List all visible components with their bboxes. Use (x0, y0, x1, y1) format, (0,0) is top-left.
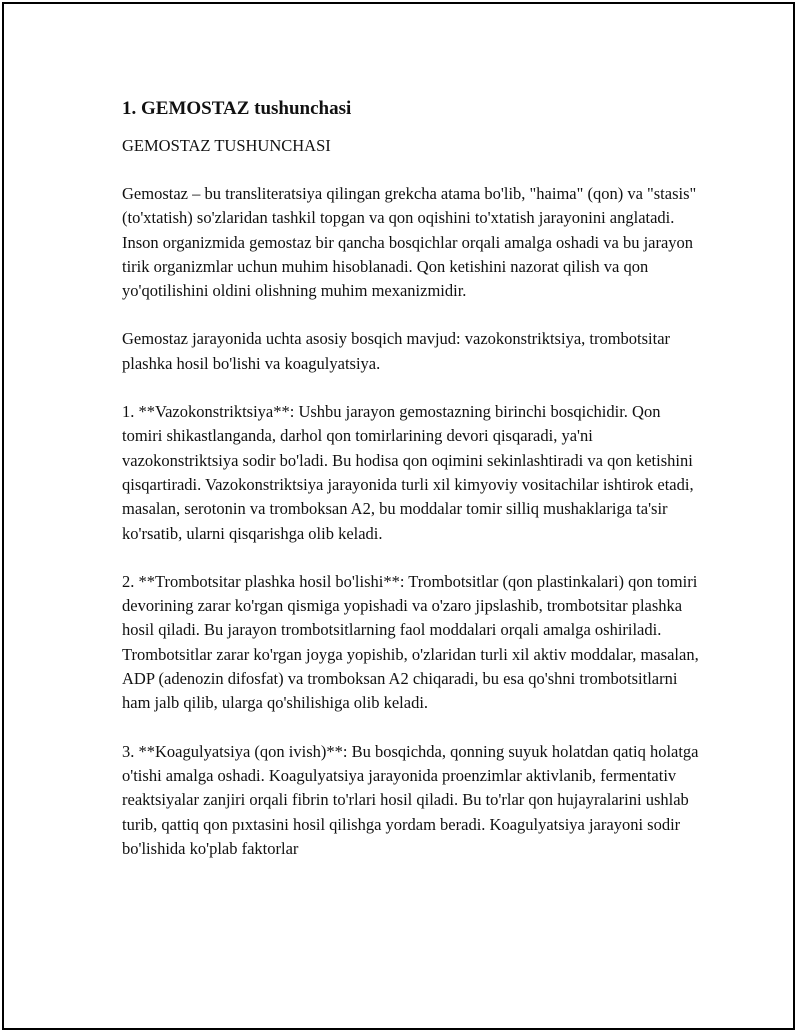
paragraph-vasoconstriction: 1. **Vazokonstriktsiya**: Ushbu jarayon gemostazning birinchi bosqichidir. Qon tomiri shikastlanganda, darhol qon tomirlarining devori qisqaradi, ya'ni vazokonstriktsiya sodir bo'ladi. Bu hodisa qon oqimini sekinlashtiradi va qon ketishini qisqartiradi. Vazokonstriktsiya jarayonida turli xil kimyoviy vositachilar ishtirok etadi, masalan, serotonin va tromboksan A2, bu moddalar tomir silliq mushaklariga ta'sir ko'rsatib, ularni qisqarishga olib keladi. (122, 402, 694, 543)
document-heading: 1. GEMOSTAZ tushunchasi (122, 98, 352, 119)
paragraph-intro: Gemostaz – bu transliteratsiya qilingan grekcha atama bo'lib, "haima" (qon) va "stasis" (to'xtatish) so'zlaridan tashkil topgan va qon oqishini to'xtatish jarayonini anglatadi. Inson organizmida gemostaz bir qancha bosqichlar orqali amalga oshadi va bu jarayon tirik organizmlar uchun muhim hisoblanadi. Qon ketishini nazorat qilish va qon yo'qotilishini oldini olishning muhim mexanizmidir. (122, 184, 697, 301)
document-page (2, 2, 795, 1030)
paragraph-platelet-plug: 2. **Trombotsitar plashka hosil bo'lishi**: Trombotsitlar (qon plastinkalari) qon tomiri devorining zarar ko'rgan qismiga yopishadi va o'zaro jipslashib, trombotsitar plashka hosil qiladi. Bu jarayon trombotsitlarning faol moddalari orqali amalga oshiriladi. Trombotsitlar zarar ko'rgan joyga yopishib, o'zlaridan turli xil aktiv moddalar, masalan, ADP (adenozin difosfat) va tromboksan A2 chiqaradi, bu esa qo'shni trombotsitlarni ham jalb qilib, ularga qo'shilishiga olib keladi. (122, 571, 699, 713)
paragraph-coagulation: 3. **Koagulyatsiya (qon ivish)**: Bu bosqichda, qonning suyuk holatdan qatiq holatga o'tishi amalga oshadi. Koagulyatsiya jarayonida proenzimlar aktivlanib, fermentativ reaktsiyalar zanjiri orqali fibrin to'rlari hosil qiladi. Bu to'rlar qon hujayralarini ushlab turib, qattiq qon pıxtasini hosil qilishga yordam beradi. Koagulyatsiya jarayoni sodir bo'lishida ko'plab faktorlar (122, 741, 699, 858)
document-subheading: GEMOSTAZ TUSHUNCHASI (122, 136, 331, 155)
paragraph-stages-overview: Gemostaz jarayonida uchta asosiy bosqich mavjud: vazokonstriktsiya, trombotsitar plashka hosil bo'lishi va koagulyatsiya. (122, 329, 671, 373)
document-body (122, 96, 702, 885)
